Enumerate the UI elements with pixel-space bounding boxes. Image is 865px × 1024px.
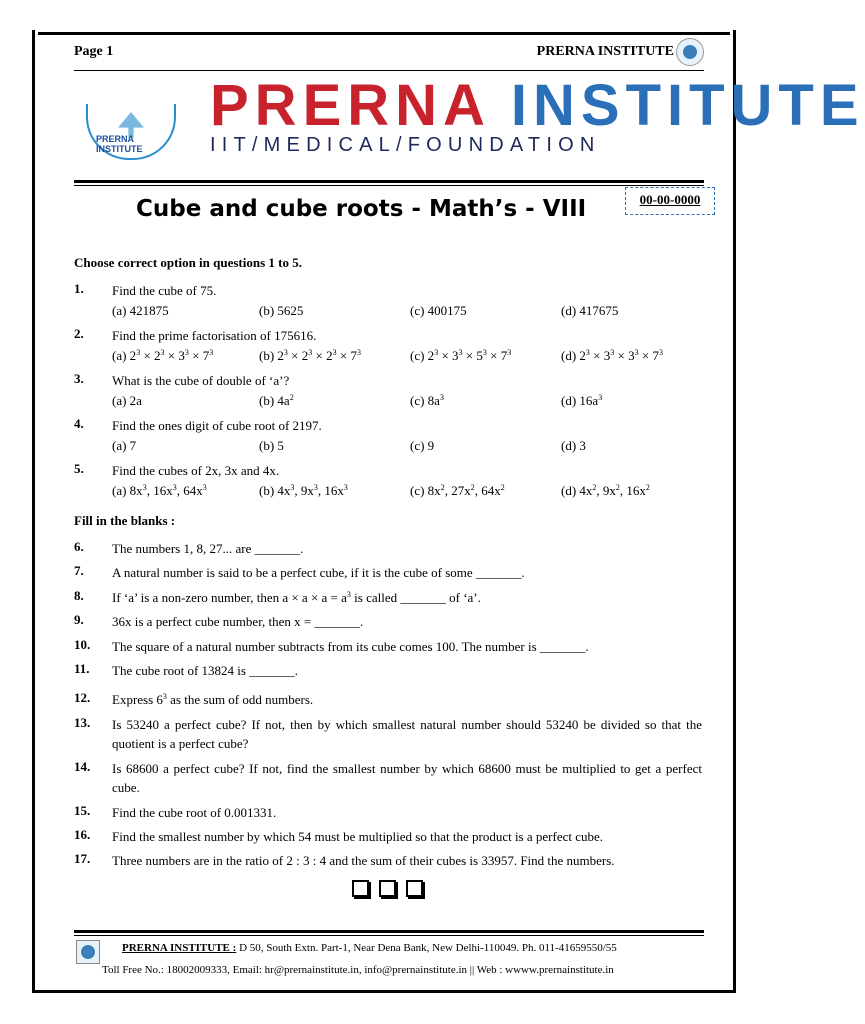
institute-banner — [210, 73, 865, 160]
question-number: 7. — [74, 563, 84, 578]
mcq-option: (b) 5625 — [259, 303, 304, 318]
end-marks — [352, 880, 432, 898]
page-header — [74, 42, 704, 64]
page-number: Page 1 — [74, 44, 114, 59]
question-text: Find the cube root of 0.001331. — [112, 805, 277, 820]
question-text: Is 68600 a perfect cube? If not, find the smallest number by which 68600 must be multiplied to get a perfect cube. — [112, 761, 702, 795]
question-number: 2. — [74, 326, 84, 341]
mcq-option: (b) $4x^3$, $9x^3$, $16x^3$ — [259, 483, 348, 498]
banner-divider — [74, 180, 704, 183]
top-border — [38, 32, 730, 35]
section-mcq-heading: Choose correct option in questions 1 to 5. — [74, 255, 302, 270]
question-text: Find the cube of 75. — [112, 283, 217, 298]
mcq-option: (a) 2a — [112, 393, 142, 408]
banner-divider-thin — [74, 185, 704, 186]
footer-logo-icon — [76, 940, 100, 964]
question-text: A natural number is said to be a perfect cube, if it is the cube of some _______. — [112, 565, 525, 580]
checkbox-icon — [379, 880, 396, 897]
header-divider — [74, 70, 704, 71]
institute-emblem — [86, 104, 176, 160]
mcq-option: (a) $8x^3$, $16x^3$, $64x^3$ — [112, 483, 207, 498]
question-text: Is 53240 a perfect cube? If not, then by which smallest natural number should 53240 be divided so that the quotient is a perfect cube? — [112, 717, 702, 751]
checkbox-icon — [406, 880, 423, 897]
footer-address-text: D 50, South Extn. Part-1, Near Dena Bank, New Delhi-110049. Ph. 011-41659550/55 — [236, 942, 617, 954]
footer-institute-name: PRERNA INSTITUTE : — [122, 942, 237, 954]
code-text: 00-00-0000 — [639, 192, 701, 207]
question-text: The numbers 1, 8, 27... are _______. — [112, 541, 304, 556]
question-number: 15. — [74, 803, 91, 818]
question-number: 10. — [74, 637, 91, 652]
question-number: 6. — [74, 539, 84, 554]
question-number: 14. — [74, 759, 91, 774]
question-number: 13. — [74, 715, 91, 730]
question-number: 9. — [74, 612, 84, 627]
banner-tagline: IIT/MEDICAL/FOUNDATION — [210, 134, 601, 156]
question-text: What is the cube of double of ‘a’? — [112, 373, 290, 388]
footer-divider — [74, 930, 704, 933]
question-number: 3. — [74, 371, 84, 386]
question-text: Find the smallest number by which 54 must be multiplied so that the product is a perfect cube. — [112, 829, 604, 844]
mcq-option: (b) 5 — [259, 438, 284, 453]
bottom-border — [32, 990, 736, 993]
question-text: Express $6^3$ as the sum of odd numbers. — [112, 692, 314, 707]
question-text: The cube root of 13824 is _______. — [112, 663, 298, 678]
question-text: The square of a natural number subtracts from its cube comes 100. The number is _______. — [112, 639, 589, 654]
mcq-option: (a) $2^3 \times 2^3 \times 3^3 \times 7^3$ — [112, 348, 214, 363]
page-frame — [32, 30, 736, 992]
banner-name: PRERNA INSTITUTE — [210, 73, 865, 138]
question-number: 8. — [74, 588, 84, 603]
question-text: Find the ones digit of cube root of 2197. — [112, 418, 322, 433]
question-number: 1. — [74, 281, 84, 296]
mcq-option: (a) 7 — [112, 438, 137, 453]
section-fill-blanks-heading: Fill in the blanks : — [74, 513, 176, 528]
question-text: If ‘a’ is a non-zero number, then $a \times a \times a = a^3$ is called _______ of ‘a’. — [112, 590, 481, 605]
question-number: 17. — [74, 851, 91, 866]
mcq-option: (c) $8x^2$, $27x^2$, $64x^2$ — [410, 483, 505, 498]
question-number: 5. — [74, 461, 84, 476]
worksheet-title: Cube and cube roots - Math’s - VIII — [136, 196, 587, 222]
mcq-option: (c) $8a^3$ — [410, 393, 444, 408]
mcq-option: (a) 421875 — [112, 303, 169, 318]
mcq-option: (c) $2^3 \times 3^3 \times 5^3 \times 7^3$ — [410, 348, 512, 363]
question-number: 4. — [74, 416, 84, 431]
question-text: Three numbers are in the ratio of 2 : 3 : 4 and the sum of their cubes is 33957. Find the numbers. — [112, 853, 615, 868]
emblem-text: PRERNA INSTITUTE — [96, 134, 143, 154]
mcq-option: (d) $16a^3$ — [561, 393, 603, 408]
footer-contact: Toll Free No.: 18002009333, Email: hr@prernainstitute.in, info@prernainstitute.in || Web : wwww.prernainstitute.in — [102, 964, 614, 976]
mcq-option: (d) $2^3 \times 3^3 \times 3^3 \times 7^3$ — [561, 348, 663, 363]
mcq-option: (d) 417675 — [561, 303, 619, 318]
mcq-option: (c) 400175 — [410, 303, 467, 318]
mcq-option: (d) 3 — [561, 438, 586, 453]
header-institute-name: PRERNA INSTITUTE — [536, 44, 674, 59]
mcq-option: (b) $4a^2$ — [259, 393, 294, 408]
mcq-option: (b) $2^3 \times 2^3 \times 2^3 \times 7^3$ — [259, 348, 361, 363]
footer-address — [122, 942, 617, 954]
question-text: Find the prime factorisation of 175616. — [112, 328, 317, 343]
question-text: Find the cubes of 2x, 3x and 4x. — [112, 463, 280, 478]
institute-logo-icon — [676, 38, 704, 66]
checkbox-icon — [352, 880, 369, 897]
mcq-option: (d) $4x^2$, $9x^2$, $16x^2$ — [561, 483, 650, 498]
mcq-option: (c) 9 — [410, 438, 435, 453]
code-box — [625, 187, 715, 215]
footer-divider-thin — [74, 935, 704, 936]
question-text: 36x is a perfect cube number, then x = _______. — [112, 614, 364, 629]
question-number: 11. — [74, 661, 90, 676]
question-number: 12. — [74, 690, 91, 705]
question-number: 16. — [74, 827, 91, 842]
